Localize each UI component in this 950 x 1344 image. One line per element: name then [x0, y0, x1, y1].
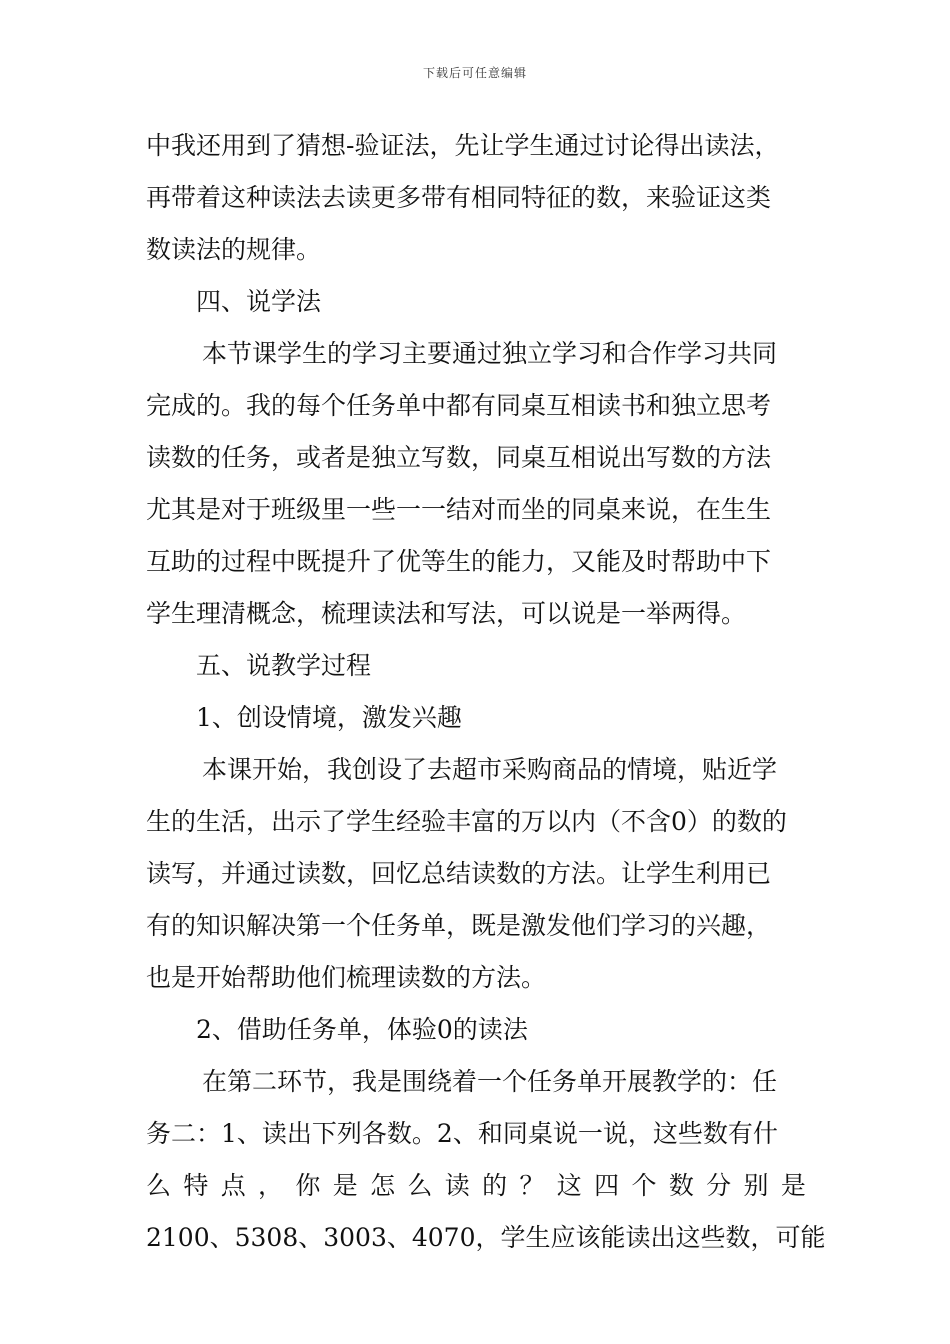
text-line: 也是开始帮助他们梳理读数的方法。 [146, 963, 547, 992]
document-body [146, 126, 826, 1270]
justified-char: 怎 [370, 1171, 396, 1200]
text-line: 务二：1、读出下列各数。2、和同桌说一说，这些数有什 [146, 1119, 778, 1148]
justified-char: 个 [631, 1171, 657, 1200]
justified-char: 这 [556, 1171, 582, 1200]
section-heading: 四、说学法 [196, 287, 322, 316]
text-line: 在第二环节，我是围绕着一个任务单开展教学的：任 [202, 1067, 778, 1096]
text-line: 再带着这种读法去读更多带有相同特征的数，来验证这类 [146, 183, 772, 212]
justified-char: 么 [146, 1171, 172, 1200]
text-line: 本课开始，我创设了去超市采购商品的情境，贴近学 [202, 755, 778, 784]
justified-char: 的 [482, 1171, 508, 1200]
text-line: 有的知识解决第一个任务单，既是激发他们学习的兴趣， [146, 911, 772, 940]
section-heading: 五、说教学过程 [196, 651, 372, 680]
text-line: 读写，并通过读数，回忆总结读数的方法。让学生利用已 [146, 859, 772, 888]
text-line: 尤其是对于班级里一些一一结对而坐的同桌来说，在生生 [146, 495, 772, 524]
justified-char: ？ [519, 1171, 545, 1200]
text-line: 数读法的规律。 [146, 235, 322, 264]
text-line: 中我还用到了猜想-验证法，先让学生通过讨论得出读法， [146, 131, 780, 160]
text-line: 读数的任务，或者是独立写数，同桌互相说出写数的方法 [146, 443, 772, 472]
justified-char: 是 [780, 1171, 806, 1200]
subsection-heading: 2、借助任务单，体验0的读法 [196, 1015, 528, 1044]
justified-char: 是 [332, 1171, 358, 1200]
justified-char: 分 [706, 1171, 732, 1200]
justified-char: 么 [407, 1171, 433, 1200]
subsection-heading: 1、创设情境，激发兴趣 [196, 703, 462, 732]
justified-char: 特 [183, 1171, 209, 1200]
justified-char: 四 [594, 1171, 620, 1200]
text-line: 学生理清概念，梳理读法和写法，可以说是一举两得。 [146, 599, 747, 628]
justified-char: 数 [668, 1171, 694, 1200]
justified-char: 别 [743, 1171, 769, 1200]
text-line: 互助的过程中既提升了优等生的能力，又能及时帮助中下 [146, 547, 772, 576]
justified-text-line [146, 1166, 806, 1218]
justified-char: ， [258, 1171, 284, 1200]
justified-char: 你 [295, 1171, 321, 1200]
text-line: 生的生活，出示了学生经验丰富的万以内（不含0）的数的 [146, 807, 787, 836]
text-line: 完成的。我的每个任务单中都有同桌互相读书和独立思考 [146, 391, 772, 420]
text-line: 本节课学生的学习主要通过独立学习和合作学习共同 [202, 339, 778, 368]
page-header: 下载后可任意编辑 [422, 66, 527, 80]
justified-char: 读 [444, 1171, 470, 1200]
text-line: 2100、5308、3003、4070，学生应该能读出这些数，可能 [146, 1223, 826, 1252]
justified-char: 点 [220, 1171, 246, 1200]
